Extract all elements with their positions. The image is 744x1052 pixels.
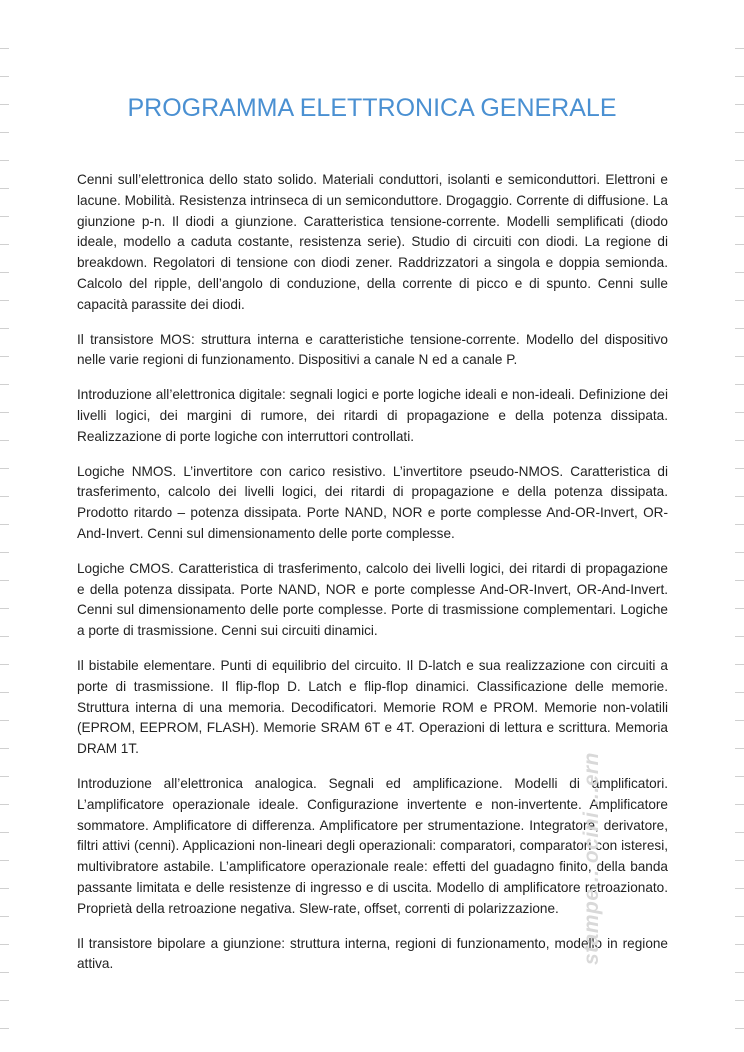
page-title: PROGRAMMA ELETTRONICA GENERALE xyxy=(127,94,617,122)
paragraph-cmos-logic: Logiche CMOS. Caratteristica di trasferimento, calcolo dei livelli logici, dei ritardi di propagazione e della potenza dissipata. Porte NAND, NOR e porte complesse And-OR-Invert, OR-And-Invert. Cenni sul dimensionamento delle porte complesse. Porte di trasmissione complementari. Logiche a porte di trasmissione. Cenni sui circuiti dinamici. xyxy=(77,560,668,639)
edge-tick xyxy=(0,1028,9,1029)
edge-tick xyxy=(0,832,9,833)
edge-tick xyxy=(0,524,9,525)
edge-tick xyxy=(735,552,744,553)
edge-tick xyxy=(735,132,744,133)
edge-tick xyxy=(735,860,744,861)
edge-tick xyxy=(735,776,744,777)
edge-tick xyxy=(735,944,744,945)
edge-tick xyxy=(0,916,9,917)
edge-tick xyxy=(0,972,9,973)
edge-tick xyxy=(735,300,744,301)
edge-tick xyxy=(0,552,9,553)
paragraph-bipolar-transistor: Il transistore bipolare a giunzione: struttura interna, regioni di funzionamento, modello in regione attiva. xyxy=(77,935,668,972)
edge-tick xyxy=(0,720,9,721)
edge-tick xyxy=(735,888,744,889)
edge-tick xyxy=(0,328,9,329)
edge-tick xyxy=(0,412,9,413)
paragraph-memories: Il bistabile elementare. Punti di equilibrio del circuito. Il D-latch e sua realizzazione con circuiti a porte di trasmissione. Il flip-flop D. Latch e flip-flop dinamici. Classificazione delle memorie. Struttura interna di una memoria. Decodificatori. Memorie ROM e PROM. Memorie non-volatili (EPROM, EEPROM, FLASH). Memorie SRAM 6T e 4T. Operazioni di lettura e scrittura. Memoria DRAM 1T. xyxy=(77,657,668,757)
edge-tick xyxy=(735,608,744,609)
paragraph-mos-transistor: Il transistore MOS: struttura interna e caratteristiche tensione-corrente. Modello del dispositivo nelle varie regioni di funzionamento. Dispositivi a canale N ed a canale P. xyxy=(77,331,668,368)
edge-tick xyxy=(0,160,9,161)
edge-tick xyxy=(0,76,9,77)
edge-tick xyxy=(735,1028,744,1029)
edge-tick xyxy=(735,524,744,525)
edge-tick xyxy=(735,216,744,217)
edge-tick xyxy=(735,832,744,833)
edge-tick xyxy=(735,384,744,385)
paragraph-nmos-logic: Logiche NMOS. L’invertitore con carico resistivo. L’invertitore pseudo-NMOS. Caratteristica di trasferimento, calcolo dei livelli logici, dei ritardi di propagazione e della potenza dissipata. Prodotto ritardo – potenza dissipata. Porte NAND, NOR e porte complesse And-OR-Invert, OR-And-Invert. Cenni sul dimensionamento delle porte complesse. xyxy=(77,463,668,541)
edge-tick xyxy=(0,300,9,301)
edge-tick xyxy=(0,272,9,273)
edge-tick xyxy=(735,76,744,77)
edge-tick xyxy=(735,972,744,973)
edge-tick xyxy=(735,328,744,329)
edge-tick xyxy=(0,580,9,581)
edge-tick xyxy=(0,860,9,861)
edge-tick xyxy=(735,188,744,189)
edge-tick xyxy=(735,496,744,497)
edge-tick xyxy=(735,664,744,665)
edge-tick xyxy=(0,776,9,777)
edge-tick xyxy=(0,636,9,637)
edge-tick xyxy=(735,412,744,413)
edge-tick xyxy=(735,48,744,49)
edge-tick xyxy=(735,244,744,245)
edge-tick xyxy=(0,1000,9,1001)
edge-tick xyxy=(0,132,9,133)
edge-tick xyxy=(735,468,744,469)
edge-tick xyxy=(735,1000,744,1001)
edge-tick xyxy=(0,944,9,945)
edge-tick xyxy=(735,580,744,581)
edge-tick xyxy=(735,440,744,441)
edge-tick xyxy=(735,916,744,917)
edge-tick xyxy=(0,188,9,189)
edge-tick xyxy=(735,636,744,637)
paragraph-digital-intro: Introduzione all’elettronica digitale: segnali logici e porte logiche ideali e non-ideali. Definizione dei livelli logici, dei margini di rumore, dei ritardi di propagazione e della potenza dissipata. Realizzazione di porte logiche con interruttori controllati. xyxy=(77,387,668,444)
edge-tick xyxy=(0,356,9,357)
edge-tick xyxy=(0,468,9,469)
watermark-text: stampe... ocini ...ern xyxy=(580,752,603,965)
edge-tick xyxy=(0,888,9,889)
edge-tick xyxy=(735,720,744,721)
left-edge-marks xyxy=(0,0,12,1052)
edge-tick xyxy=(735,272,744,273)
edge-tick xyxy=(0,244,9,245)
edge-tick xyxy=(735,356,744,357)
edge-tick xyxy=(0,608,9,609)
edge-tick xyxy=(0,748,9,749)
edge-tick xyxy=(0,384,9,385)
edge-tick xyxy=(0,216,9,217)
edge-tick xyxy=(735,160,744,161)
edge-tick xyxy=(735,804,744,805)
right-edge-marks xyxy=(732,0,744,1052)
edge-tick xyxy=(0,48,9,49)
edge-tick xyxy=(735,748,744,749)
edge-tick xyxy=(0,804,9,805)
edge-tick xyxy=(735,692,744,693)
edge-tick xyxy=(0,440,9,441)
paragraph-solid-state: Cenni sull’elettronica dello stato solido. Materiali conduttori, isolanti e semiconduttori. Elettroni e lacune. Mobilità. Resistenza intrinseca di un semiconduttore. Drogaggio. Corrente di diffusione. La giunzione p-n. Il diodi a giunzione. Caratteristica tensione-corrente. Modelli semplificati (diodo ideale, modello a caduta costante, resistenza serie). Studio di circuiti con diodi. La regione di breakdown. Regolatori di tensione con diodi zener. Raddrizzatori a singola e doppia semionda. Calcolo del ripple, dell’angolo di conduzione, della corrente di picco e di spunto. Cenni sulle capacità parassite dei diodi. xyxy=(77,172,668,312)
edge-tick xyxy=(0,664,9,665)
edge-tick xyxy=(0,692,9,693)
paragraph-analog-intro: Introduzione all’elettronica analogica. Segnali ed amplificazione. Modelli di amplificatori. L’amplificatore operazionale ideale. Configurazione invertente e non-invertente. Amplificatore sommatore. Amplificatore di differenza. Amplificatore per strumentazione. Integratore, derivatore, filtri attivi (cenni). Applicazioni non-lineari degli operazionali: comparatori, comparatori con isteresi, multivibratore astabile. L’amplificatore operazionale reale: effetti del guadagno finito, della banda passante limitata e delle resistenze di ingresso e di uscita. Modello di amplificatore retroazionato. Proprietà della retroazione negativa. Slew-rate, offset, correnti di polarizzazione. xyxy=(77,775,668,916)
edge-tick xyxy=(0,496,9,497)
